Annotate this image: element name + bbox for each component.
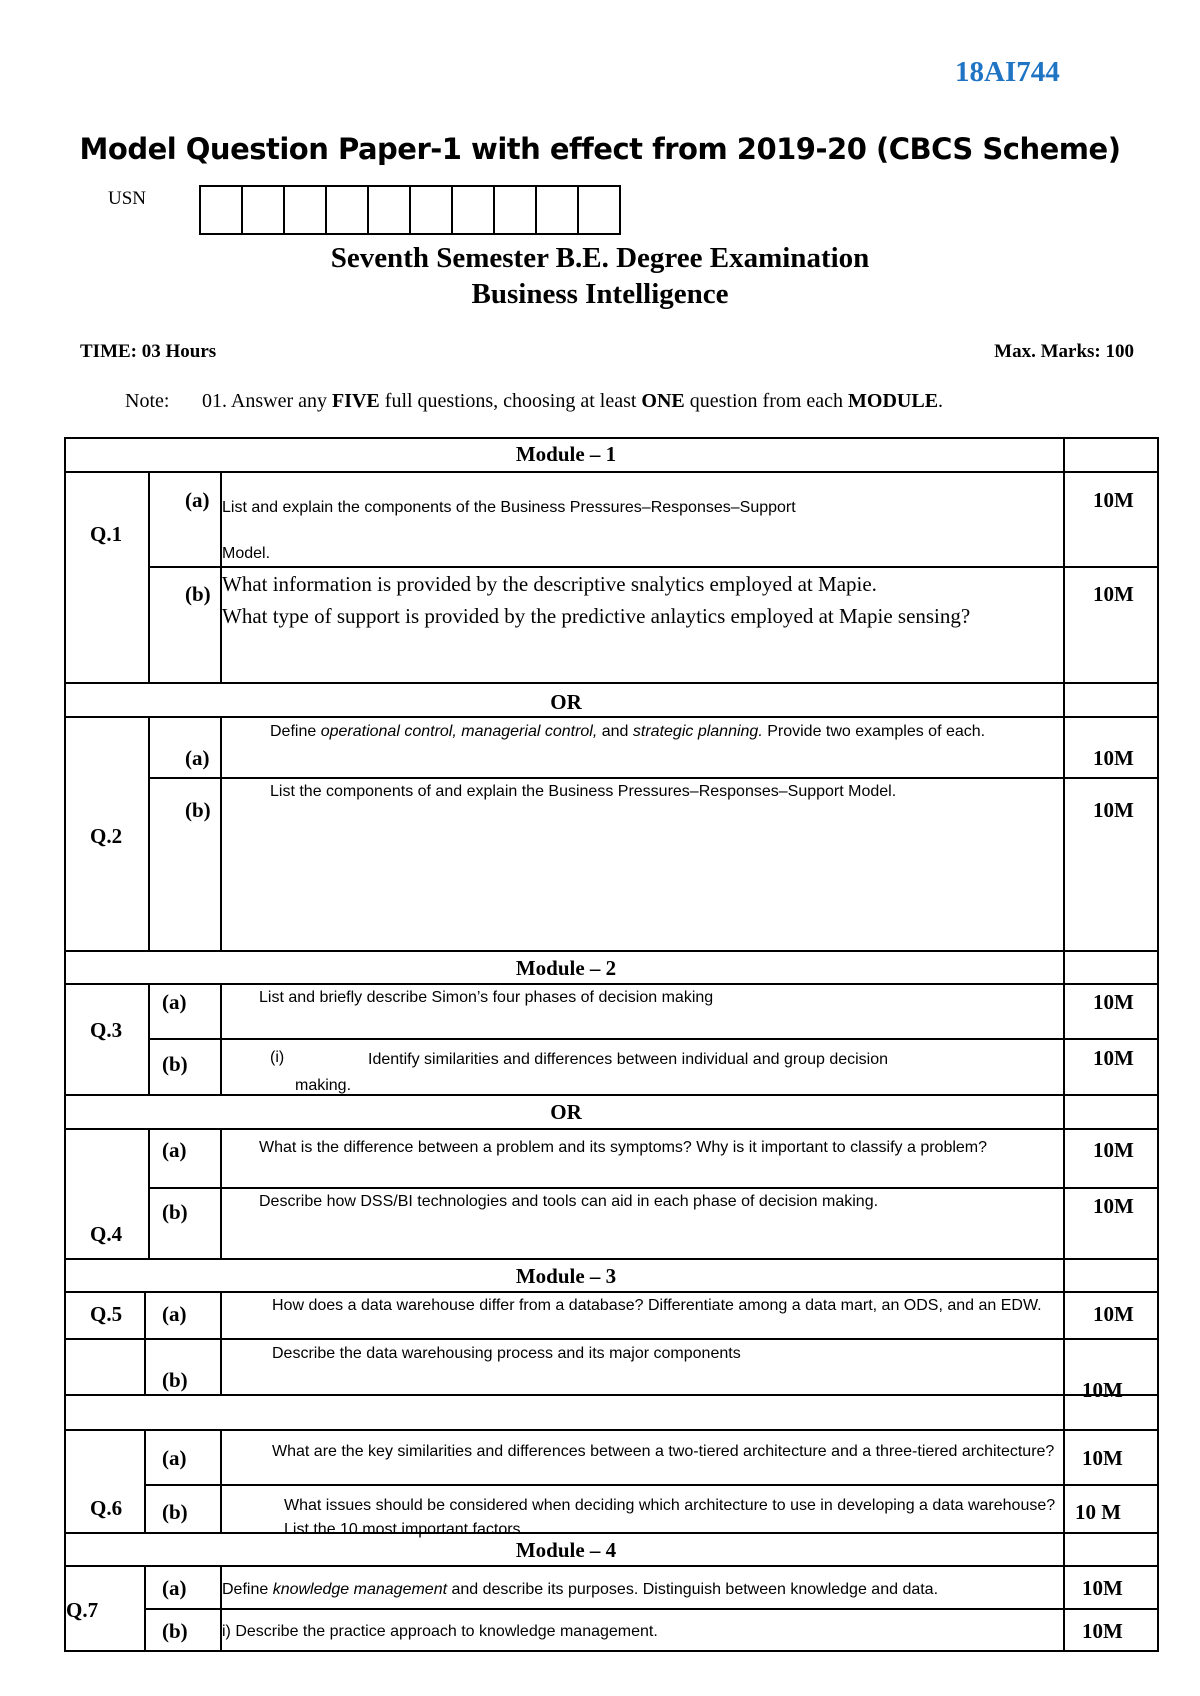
table-rule [64, 437, 66, 1652]
question-text-cont: making. [295, 1077, 352, 1094]
marks: 10M [1093, 798, 1134, 822]
question-text: Describe the data warehousing process and its major components [272, 1345, 741, 1362]
part-label: (b) [185, 798, 211, 822]
table-rule [144, 1429, 146, 1534]
or-divider: OR [550, 690, 582, 714]
marks: 10M [1093, 990, 1134, 1014]
part-label: (b) [185, 582, 211, 606]
module-heading: Module – 2 [515, 956, 617, 980]
question-text-cont: Model. [222, 545, 271, 562]
question-number: Q.2 [90, 824, 123, 848]
question-number: Q.4 [90, 1222, 123, 1246]
part-label: (a) [162, 990, 187, 1014]
table-rule [1063, 437, 1065, 1652]
marks: 10M [1082, 1619, 1123, 1643]
question-text: Describe how DSS/BI technologies and tools can aid in each phase of decision making. [259, 1193, 879, 1210]
question-text: How does a data warehouse differ from a database? Differentiate among a data mart, an ODS, and an EDW. [272, 1297, 1042, 1314]
roman-label: (i) [270, 1049, 285, 1066]
usn-box[interactable] [243, 187, 285, 233]
question-number: Q.1 [90, 522, 123, 546]
part-label: (a) [162, 1138, 187, 1162]
part-label: (a) [162, 1446, 187, 1470]
part-label: (b) [162, 1368, 188, 1392]
table-rule [148, 1038, 1159, 1040]
question-number: Q.5 [90, 1302, 123, 1326]
question-number: Q.7 [66, 1598, 99, 1622]
marks: 10M [1093, 746, 1134, 770]
question-text: What information is provided by the descriptive snalytics employed at Mapie. What type of support is provided by the predictive anlaytics employed at Mapie sensing? [222, 572, 971, 628]
question-text: List and explain the components of the Business Pressures–Responses–Support [222, 499, 796, 516]
note-label: Note: [125, 390, 170, 412]
subject-title: Business Intelligence [471, 278, 729, 310]
part-label: (a) [185, 746, 210, 770]
max-marks: Max. Marks: 100 [994, 341, 1134, 362]
table-rule [64, 437, 1159, 439]
question-number: Q.3 [90, 1018, 123, 1042]
question-text: i) Describe the practice approach to knowledge management. [222, 1623, 658, 1640]
table-rule [64, 1429, 1159, 1431]
table-rule [220, 716, 222, 952]
marks: 10M [1082, 1378, 1123, 1402]
question-text: What issues should be considered when deciding which architecture to use in developing a data warehouse? List the 10 most important factors. [284, 1497, 1056, 1538]
page-title: Model Question Paper-1 with effect from 2019-20 (CBCS Scheme) [79, 132, 1121, 166]
table-rule [220, 1429, 222, 1534]
question-text: Define operational control, managerial control, and strategic planning. Provide two examples of each. [270, 723, 986, 740]
table-rule [148, 983, 150, 1096]
or-divider: OR [550, 1100, 582, 1124]
table-rule [64, 1291, 1159, 1293]
part-label: (a) [185, 488, 210, 512]
table-rule [220, 983, 222, 1096]
question-number: Q.6 [90, 1496, 123, 1520]
usn-box[interactable] [285, 187, 327, 233]
module-heading: Module – 1 [515, 442, 617, 466]
table-rule [148, 716, 150, 952]
note-text: 01. Answer any FIVE full questions, choosing at least ONE question from each MODULE. [202, 390, 944, 412]
table-rule [64, 682, 1159, 684]
marks: 10M [1093, 1138, 1134, 1162]
marks: 10M [1082, 1446, 1123, 1470]
table-rule [144, 1608, 1159, 1610]
marks: 10M [1093, 582, 1134, 606]
question-text: Define knowledge management and describe its purposes. Distinguish between knowledge and data. [222, 1581, 939, 1598]
usn-box[interactable] [369, 187, 411, 233]
table-rule [64, 716, 1159, 718]
table-rule [148, 1128, 150, 1260]
marks: 10M [1093, 1046, 1134, 1070]
usn-box[interactable] [495, 187, 537, 233]
table-rule [64, 1128, 1159, 1130]
usn-box[interactable] [453, 187, 495, 233]
marks: 10M [1093, 488, 1134, 512]
table-rule [144, 1565, 146, 1652]
usn-input-boxes[interactable] [199, 185, 621, 235]
usn-box[interactable] [411, 187, 453, 233]
table-rule [148, 471, 150, 684]
table-rule [64, 1650, 1159, 1652]
course-code: 18AI744 [955, 56, 1060, 88]
table-rule [220, 1128, 222, 1260]
usn-box[interactable] [579, 187, 621, 233]
question-text: List the components of and explain the Business Pressures–Responses–Support Model. [270, 783, 897, 800]
marks: 10 M [1075, 1500, 1122, 1524]
part-label: (b) [162, 1619, 188, 1643]
question-text: What are the key similarities and differences between a two-tiered architecture and a three-tiered architecture? [272, 1443, 1055, 1460]
table-rule [148, 777, 1159, 779]
marks: 10M [1093, 1302, 1134, 1326]
exam-time: TIME: 03 Hours [80, 341, 217, 362]
part-label: (b) [162, 1500, 188, 1524]
table-rule [64, 1258, 1159, 1260]
usn-label: USN [108, 188, 147, 209]
table-rule [64, 950, 1159, 952]
table-rule [64, 1394, 1159, 1396]
exam-title: Seventh Semester B.E. Degree Examination [330, 242, 870, 274]
table-rule [64, 983, 1159, 985]
marks: 10M [1082, 1576, 1123, 1600]
module-heading: Module – 4 [515, 1538, 617, 1562]
usn-box[interactable] [537, 187, 579, 233]
table-rule [148, 1187, 1159, 1189]
usn-box[interactable] [201, 187, 243, 233]
table-rule [144, 1291, 146, 1396]
part-label: (a) [162, 1302, 187, 1326]
part-label: (b) [162, 1200, 188, 1224]
table-rule [64, 471, 1159, 473]
marks: 10M [1093, 1194, 1134, 1218]
table-rule [1157, 437, 1159, 1652]
part-label: (b) [162, 1052, 188, 1076]
question-text: List and briefly describe Simon’s four phases of decision making [259, 989, 714, 1006]
table-rule [220, 1291, 222, 1396]
table-rule [64, 1565, 1159, 1567]
table-rule [144, 1484, 1159, 1486]
part-label: (a) [162, 1576, 187, 1600]
table-rule [64, 1094, 1159, 1096]
module-heading: Module – 3 [515, 1264, 617, 1288]
question-text: What is the difference between a problem and its symptoms? Why is it important to classify a problem? [259, 1139, 988, 1156]
usn-box[interactable] [327, 187, 369, 233]
question-text: Identify similarities and differences between individual and group decision [368, 1051, 889, 1068]
table-rule [64, 1338, 1159, 1340]
